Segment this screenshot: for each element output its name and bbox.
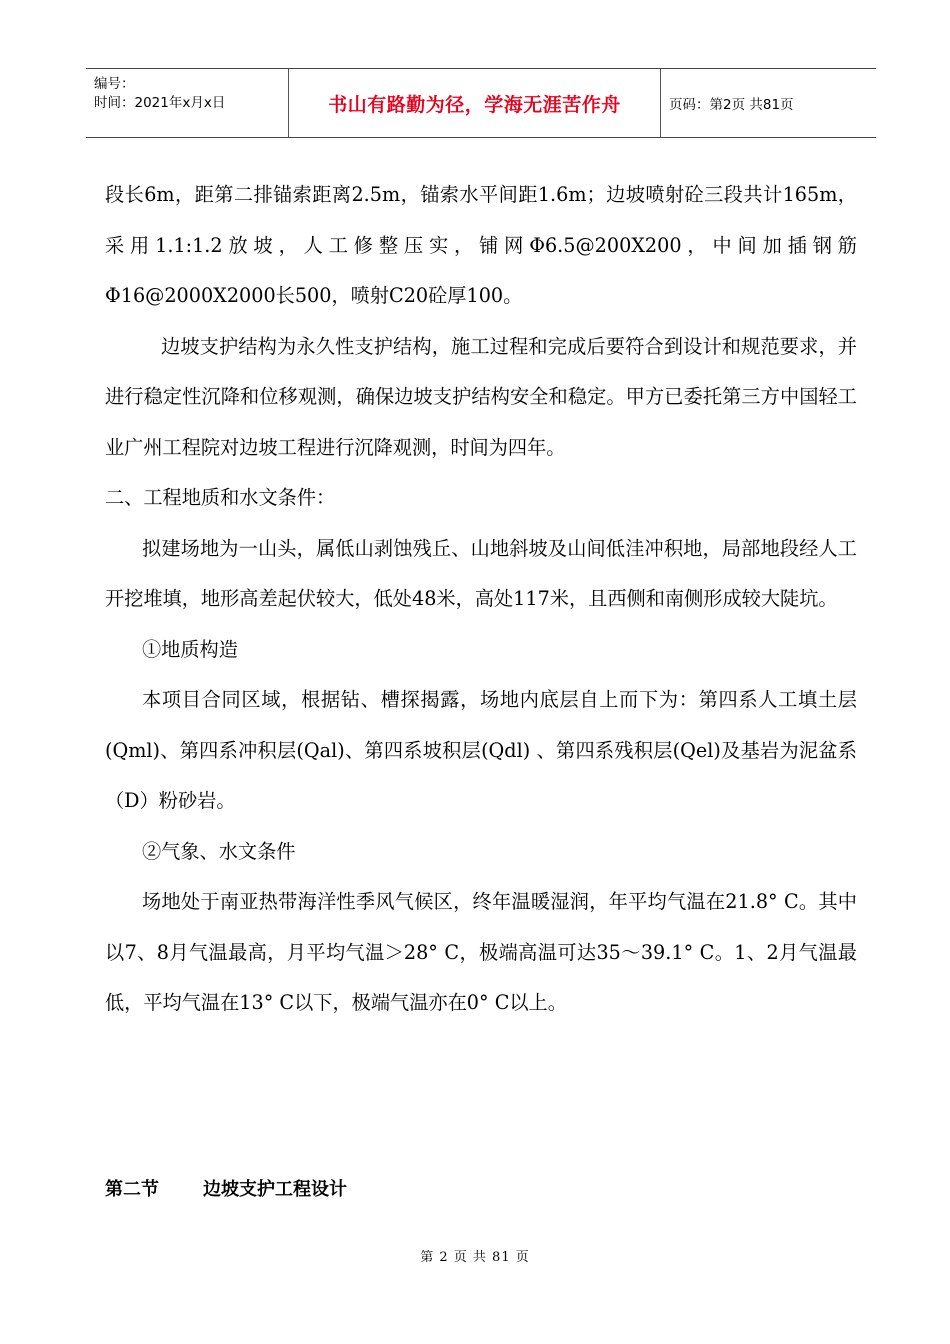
page-footer: 第 2 页 共 81 页 xyxy=(420,1250,530,1265)
subheading-climate: ②气象、水文条件 xyxy=(142,839,296,863)
subheading-geology: ①地质构造 xyxy=(142,637,238,661)
header-page-cell xyxy=(661,69,876,137)
paragraph-climate: 场地处于南亚热带海洋性季风气候区，终年温暖湿润，年平均气温在21.8° C。其中以7、8月气温最高，月平均气温＞28° C，极端高温可达35～39.1° C。1、2月气温最低，平均气温在13° C以下，极端气温亦在0° C以上。 xyxy=(105,890,857,1014)
header-motto: 书山有路勤为径，学海无涯苦作舟 xyxy=(328,93,621,116)
header-page-label: 页码：第2页 共81页 xyxy=(669,97,794,113)
header-time-label: 时间：2021年x月x日 xyxy=(94,95,226,111)
section-number: 第二节 xyxy=(105,1179,159,1200)
paragraph-strata: 本项目合同区域，根据钻、槽探揭露，场地内底层自上而下为：第四系人工填土层(Qml)、第四系冲积层(Qal)、第四系坡积层(Qdl) 、第四系残积层(Qel)及基岩为泥盆系（D）粉砂岩。 xyxy=(105,688,857,812)
paragraph-permanent-support: 边坡支护结构为永久性支护结构，施工过程和完成后要符合到设计和规范要求，并进行稳定性沉降和位移观测，确保边坡支护结构安全和稳定。甲方已委托第三方中国轻工业广州工程院对边坡工程进行沉降观测，时间为四年。 xyxy=(105,334,857,459)
document-body xyxy=(105,170,857,1029)
paragraph-slope-spec: 段长6m，距第二排锚索距离2.5m，锚索水平间距1.6m；边坡喷射砼三段共计165m，采用1.1:1.2放坡，人工修整压实，铺网Φ6.5@200X200，中间加插钢筋Φ16@2000X2000长500，喷射C20砼厚100。 xyxy=(105,183,857,307)
header-number-label: 编号： xyxy=(94,76,135,92)
section-title: 边坡支护工程设计 xyxy=(203,1179,347,1200)
header-meta xyxy=(86,69,288,137)
heading-geology-hydrology: 二、工程地质和水文条件： xyxy=(105,486,336,509)
page-header xyxy=(86,68,876,138)
header-motto-cell xyxy=(288,69,661,137)
paragraph-site-description: 拟建场地为一山头，属低山剥蚀残丘、山地斜坡及山间低洼冲积地，局部地段经人工开挖堆填，地形高差起伏较大，低处48米，高处117米，且西侧和南侧形成较大陡坑。 xyxy=(105,536,857,610)
section-heading xyxy=(105,1175,347,1201)
